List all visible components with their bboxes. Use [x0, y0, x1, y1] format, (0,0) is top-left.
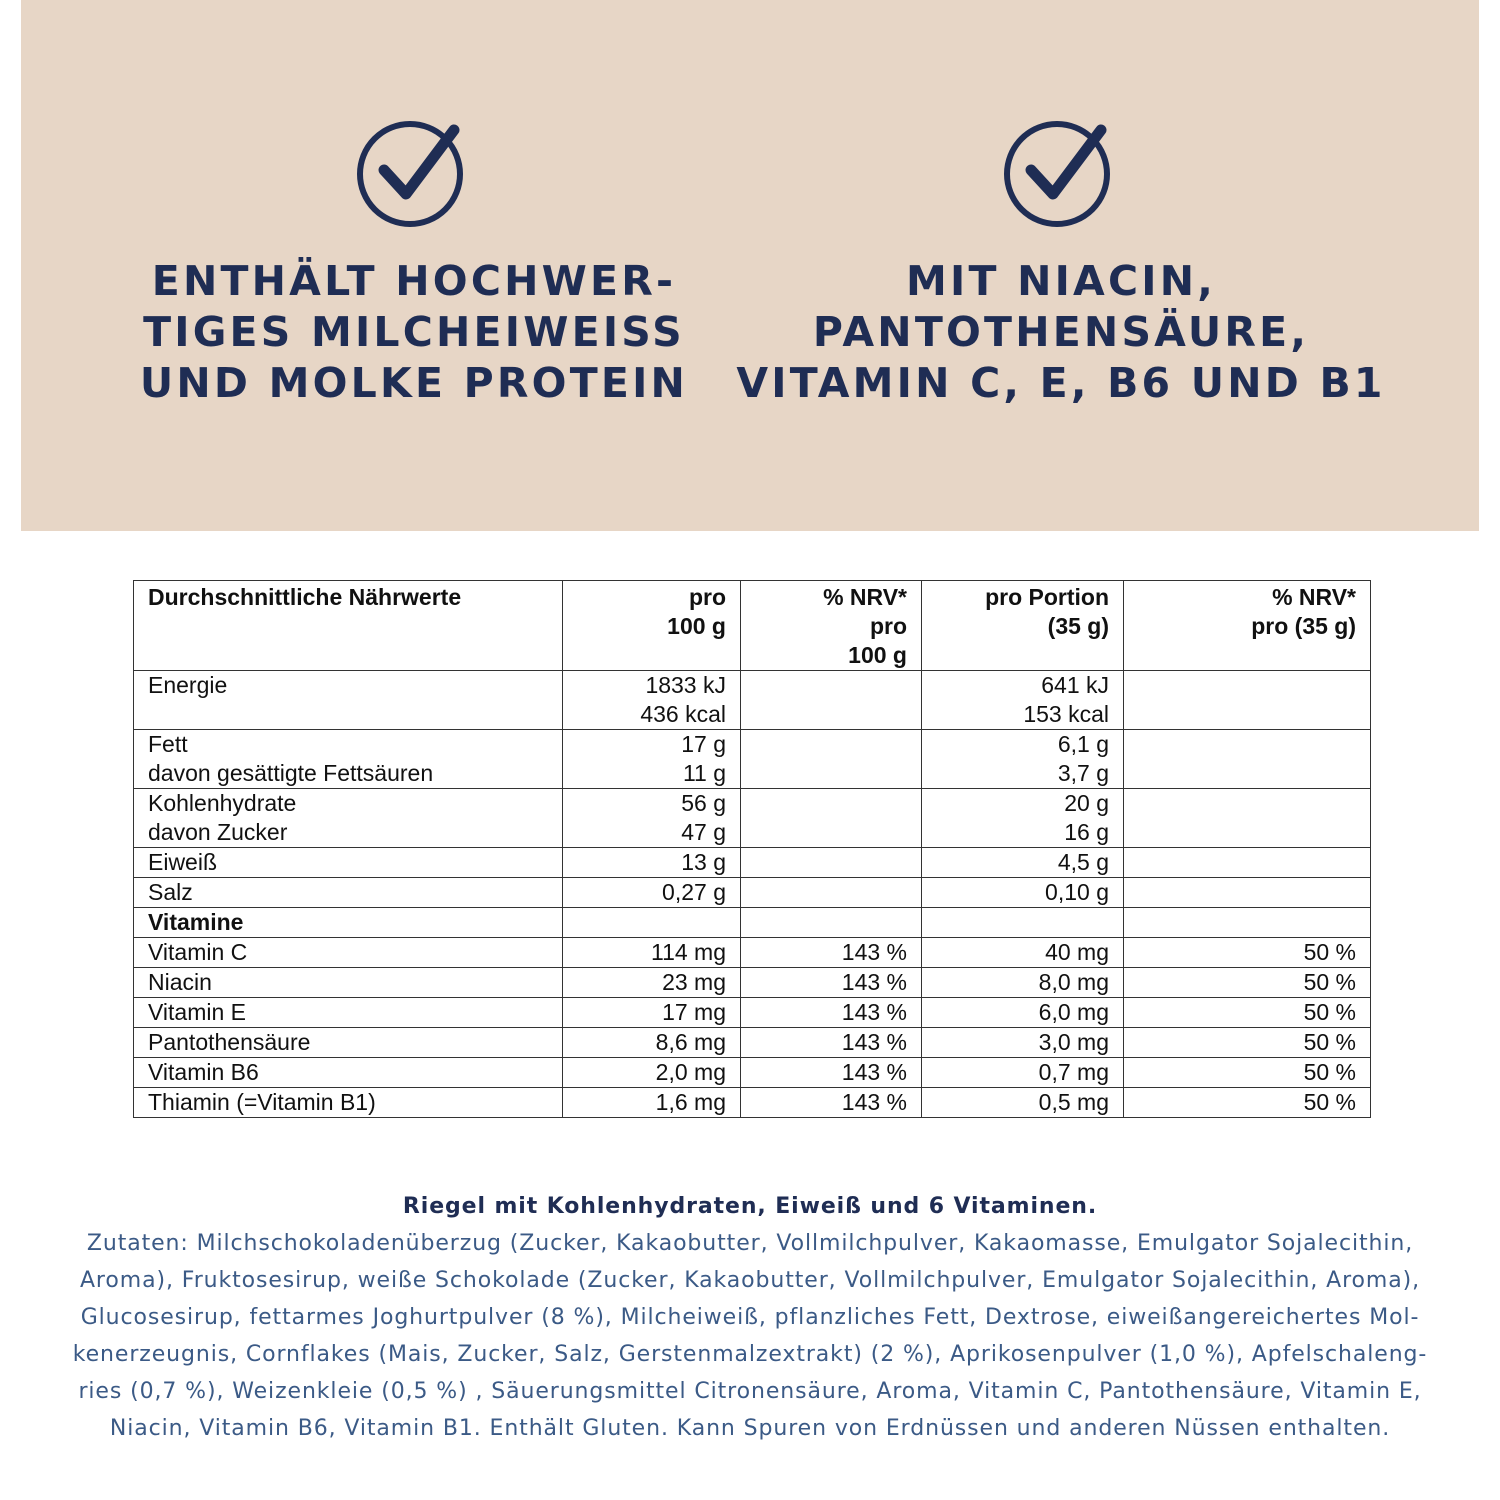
table-cell: 0,7 mg	[922, 1058, 1124, 1088]
table-cell: 50 %	[1124, 1028, 1371, 1058]
table-row	[134, 998, 1371, 1028]
table-cell	[1124, 878, 1371, 908]
table-cell: 6,0 mg	[922, 998, 1124, 1028]
table-cell	[1124, 848, 1371, 878]
table-cell: 0,5 mg	[922, 1088, 1124, 1118]
table-cell: 50 %	[1124, 998, 1371, 1028]
table-cell: 13 g	[563, 848, 741, 878]
column-header: Durchschnittliche Nährwerte	[134, 581, 563, 671]
table-cell	[741, 789, 922, 848]
table-cell: 40 mg	[922, 938, 1124, 968]
row-label: Energie	[134, 671, 563, 730]
table-cell: 3,0 mg	[922, 1028, 1124, 1058]
table-cell	[1124, 730, 1371, 789]
table-cell: 143 %	[741, 968, 922, 998]
row-label: Eiweiß	[134, 848, 563, 878]
table-cell: 0,27 g	[563, 878, 741, 908]
table-row	[134, 878, 1371, 908]
row-label: Vitamine	[134, 908, 563, 938]
row-label: Fett davon gesättigte Fettsäuren	[134, 730, 563, 789]
table-cell	[741, 878, 922, 908]
table-cell: 114 mg	[563, 938, 741, 968]
table-row	[134, 938, 1371, 968]
feature-title: MIT NIACIN, PANTOTHENSÄURE, VITAMIN C, E, B6 UND B1	[736, 257, 1386, 407]
table-cell	[741, 671, 922, 730]
row-label: Pantothensäure	[134, 1028, 563, 1058]
table-cell: 1,6 mg	[563, 1088, 741, 1118]
product-headline: Riegel mit Kohlenhydraten, Eiweiß und 6 Vitaminen.	[402, 1194, 1098, 1219]
table-cell: 143 %	[741, 998, 922, 1028]
table-row	[134, 730, 1371, 789]
table-cell	[1124, 789, 1371, 848]
row-label: Vitamin C	[134, 938, 563, 968]
table-cell: 8,6 mg	[563, 1028, 741, 1058]
table-cell: 6,1 g 3,7 g	[922, 730, 1124, 789]
table-row	[134, 848, 1371, 878]
table-row	[134, 908, 1371, 938]
feature-title: ENTHÄLT HOCHWER- TIGES MILCHEIWEISS UND MOLKE PROTEIN	[139, 257, 689, 407]
table-row	[134, 671, 1371, 730]
row-label: Vitamin B6	[134, 1058, 563, 1088]
table-row	[134, 789, 1371, 848]
table-cell: 56 g 47 g	[563, 789, 741, 848]
table-cell: 143 %	[741, 938, 922, 968]
ingredients-line: Glucosesirup, fettarmes Joghurtpulver (8 %), Milcheiweiß, pflanzliches Fett, Dextrose, eiweißangereichertes Mol-	[80, 1305, 1420, 1330]
column-header: % NRV* pro 100 g	[741, 581, 922, 671]
table-cell: 50 %	[1124, 938, 1371, 968]
table-row	[134, 968, 1371, 998]
ingredients-line: Aroma), Fruktosesirup, weiße Schokolade (Zucker, Kakaobutter, Vollmilchpulver, Emulgator Sojalecithin, Aroma),	[79, 1268, 1420, 1293]
table-cell: 50 %	[1124, 1088, 1371, 1118]
table-cell: 8,0 mg	[922, 968, 1124, 998]
table-cell	[1124, 671, 1371, 730]
table-cell: 50 %	[1124, 968, 1371, 998]
table-header-row	[134, 581, 1371, 671]
table-cell: 1833 kJ 436 kcal	[563, 671, 741, 730]
table-row	[134, 1058, 1371, 1088]
ingredients-line: kenerzeugnis, Cornflakes (Mais, Zucker, Salz, Gerstenmalzextrakt) (2 %), Aprikosenpulver (1,0 %), Apfelschaleng-	[72, 1342, 1428, 1367]
row-label: Niacin	[134, 968, 563, 998]
table-cell	[563, 908, 741, 938]
column-header: pro 100 g	[563, 581, 741, 671]
table-cell: 641 kJ 153 kcal	[922, 671, 1124, 730]
ingredients-line: Zutaten: Milchschokoladenüberzug (Zucker, Kakaobutter, Vollmilchpulver, Kakaomasse, Emulgator Sojalecithin,	[86, 1231, 1414, 1256]
table-cell: 143 %	[741, 1058, 922, 1088]
check-circle-icon	[354, 112, 474, 232]
table-cell	[741, 848, 922, 878]
table-cell: 23 mg	[563, 968, 741, 998]
table-cell: 4,5 g	[922, 848, 1124, 878]
table-row	[134, 1088, 1371, 1118]
table-cell: 50 %	[1124, 1058, 1371, 1088]
column-header: pro Portion (35 g)	[922, 581, 1124, 671]
table-row	[134, 1028, 1371, 1058]
table-cell: 17 g 11 g	[563, 730, 741, 789]
feature-milk-protein	[64, 112, 764, 407]
table-cell: 17 mg	[563, 998, 741, 1028]
ingredients-line: ries (0,7 %), Weizenkleie (0,5 %) , Säuerungsmittel Citronensäure, Aroma, Vitamin C, Pantothensäure, Vitamin E,	[78, 1379, 1422, 1404]
column-header: % NRV* pro (35 g)	[1124, 581, 1371, 671]
table-cell	[741, 730, 922, 789]
table-cell	[741, 908, 922, 938]
feature-vitamins	[711, 112, 1411, 407]
check-circle-icon	[1001, 112, 1121, 232]
ingredients-text	[28, 1225, 1472, 1447]
table-cell: 0,10 g	[922, 878, 1124, 908]
row-label: Kohlenhydrate davon Zucker	[134, 789, 563, 848]
table-cell	[922, 908, 1124, 938]
table-cell: 2,0 mg	[563, 1058, 741, 1088]
product-description	[28, 1188, 1472, 1447]
nutrition-table	[133, 580, 1371, 1118]
row-label: Vitamin E	[134, 998, 563, 1028]
table-cell: 143 %	[741, 1088, 922, 1118]
table-cell	[1124, 908, 1371, 938]
row-label: Thiamin (=Vitamin B1)	[134, 1088, 563, 1118]
ingredients-line: Niacin, Vitamin B6, Vitamin B1. Enthält Gluten. Kann Spuren von Erdnüssen und anderen Nüssen enthalten.	[109, 1416, 1391, 1441]
table-cell: 143 %	[741, 1028, 922, 1058]
row-label: Salz	[134, 878, 563, 908]
table-cell: 20 g 16 g	[922, 789, 1124, 848]
